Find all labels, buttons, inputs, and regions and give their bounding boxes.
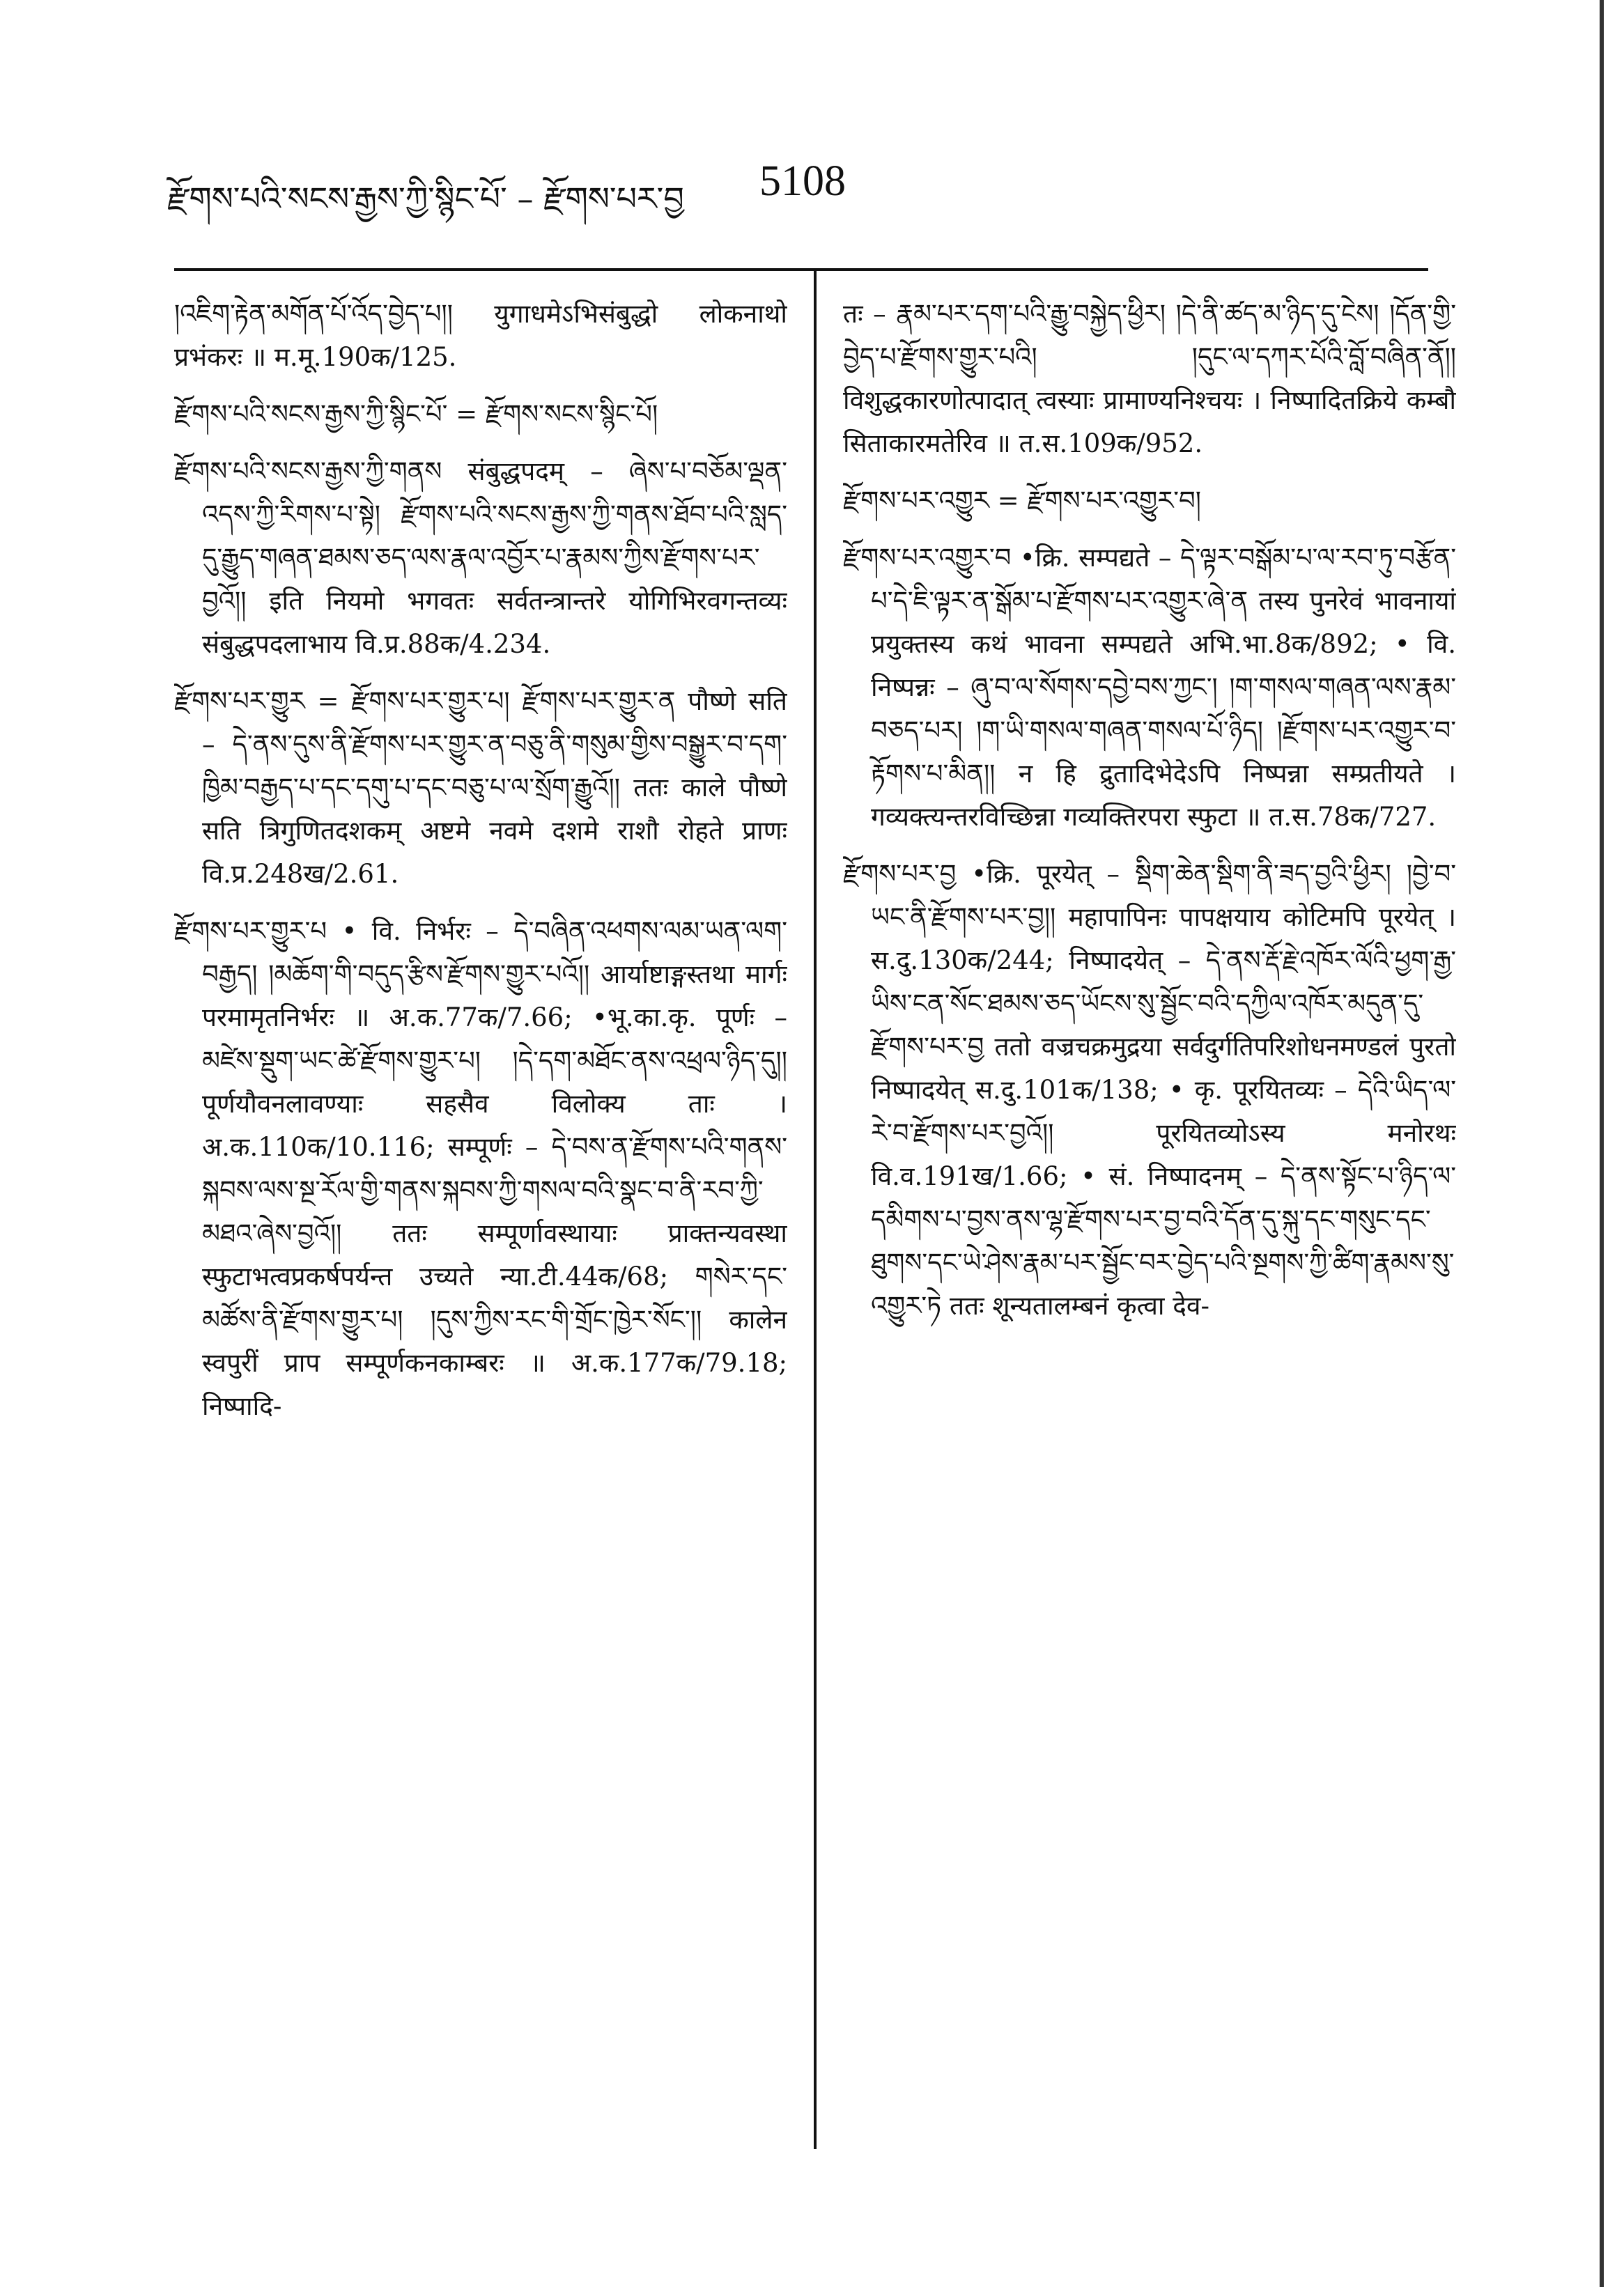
header-rule — [174, 268, 1428, 271]
page-header — [167, 157, 1463, 219]
dictionary-entry: तः – རྣམ་པར་དག་པའི་རྒྱུ་བསྐྱེད་ཕྱིར། །དེ་ནི་ཚད་མ་ཉིད་དུ་ངེས། །དོན་གྱི་བྱེད་པ་རྫོགས་གྱུར་པའི། །དུང་ལ་དཀར་པོའི་བློ་བཞིན་ནོ།། विशुद्धकारणोत्पादात् त्वस्याः प्रामाण्यनिश्चयः । निष्पादितक्रिये कम्बौ सिताकारमतेरिव ॥ त.स.109क/952. — [843, 299, 1456, 458]
dictionary-entry: རྫོགས་པར་འགྱུར་བ •क्रि. सम्पद्यते – དེ་ལྟར་བསྒོམ་པ་ལ་རབ་ཏུ་བརྩོན་པ་དེ་ཇི་ལྟར་ན་སྒོམ་པ་རྫོགས་པར་འགྱུར་ཞེ་ན तस्य पुनरेवं भावनायां प्रयुक्तस्य कथं भावना सम्पद्यते अभि.भा.8क/892; • वि. निष्पन्नः – ཞུ་བ་ལ་སོགས་དབྱེ་བས་ཀྱང་། །ག་གསལ་གཞན་ལས་རྣམ་བཅད་པར། །ག་ཡི་གསལ་གཞན་གསལ་པོ་ཉིད། །རྫོགས་པར་འགྱུར་བ་རྟོགས་པ་མིན།། न हि द्रुतादिभेदेऽपि निष्पन्ना सम्प्रतीयते । गव्यक्त्यन्तरविच्छिन्ना गव्यक्तिरपरा स्फुटा ॥ त.स.78क/727. — [843, 543, 1456, 832]
column-divider — [814, 268, 817, 2149]
dictionary-entry: རྫོགས་པར་འགྱུར = རྫོགས་པར་འགྱུར་བ། — [843, 486, 1201, 515]
dictionary-entry: རྫོགས་པར་གྱུར = རྫོགས་པར་གྱུར་པ། རྫོགས་པར་གྱུར་ན पौष्णे सति – དེ་ནས་དུས་ནི་རྫོགས་པར་གྱུར་ན་བཅུ་ནི་གསུམ་གྱིས་བསྒྱུར་བ་དག་ཁྱིམ་བརྒྱད་པ་དང་དགུ་པ་དང་བཅུ་པ་ལ་སྲོག་རྒྱུའོ།། ततः काले पौष्णे सति त्रिगुणितदशकम् अष्टमे नवमे दशमे राशौ रोहते प्राणः वि.प्र.248ख/2.61. — [174, 686, 787, 889]
dictionary-entry: རྫོགས་པའི་སངས་རྒྱས་ཀྱི་སྙིང་པོ་ = རྫོགས་སངས་སྙིང་པོ། — [174, 399, 658, 429]
dictionary-entry: །འཇིག་རྟེན་མགོན་པོ་འོད་བྱེད་པ།། युगाधमेऽभिसंबुद्धो लोकनाथो प्रभंकरः ॥ म.मू.190क/125. — [174, 299, 787, 372]
right-column — [843, 293, 1456, 2146]
dictionary-entry: རྫོགས་པར་བྱ •क्रि. पूरयेत् – སྡིག་ཆེན་སྡིག་ནི་ཟད་བྱའི་ཕྱིར། །བྱེ་བ་ཡང་ནི་རྫོགས་པར་བྱ།། महापापिनः पापक्षयाय कोटिमपि पूरयेत् । स.दु.130क/244; निष्पादयेत् – དེ་ནས་རྡོ་རྗེ་འཁོར་ལོའི་ཕྱག་རྒྱ་ཡིས་ངན་སོང་ཐམས་ཅད་ཡོངས་སུ་སྦྱོང་བའི་དཀྱིལ་འཁོར་མདུན་དུ་རྫོགས་པར་བྱ ततो वज्रचक्रमुद्रया सर्वदुर्गतिपरिशोधनमण्डलं पुरतो निष्पादयेत् स.दु.101क/138; • कृ. पूरयितव्यः – དེའི་ཡིད་ལ་རེ་བ་རྫོགས་པར་བྱའོ།། पूरयितव्योऽस्य मनोरथः वि.व.191ख/1.66; • सं. निष्पादनम् – དེ་ནས་སྟོང་པ་ཉིད་ལ་དམིགས་པ་བྱས་ནས་ལྷ་རྫོགས་པར་བྱ་བའི་དོན་དུ་སྐུ་དང་གསུང་དང་ཐུགས་དང་ཡེ་ཤེས་རྣམ་པར་སྦྱོང་བར་བྱེད་པའི་སྔགས་ཀྱི་ཚིག་རྣམས་སུ་འགྱུར་ཏེ ततः शून्यतालम्बनं कृत्वा देव- — [843, 859, 1456, 1321]
page-number: 5108 — [759, 157, 846, 205]
page-edge — [1600, 0, 1604, 2287]
dictionary-entry: རྫོགས་པའི་སངས་རྒྱས་ཀྱི་གནས संबुद्धपदम् – ཞེས་པ་བཅོམ་ལྡན་འདས་ཀྱི་རིགས་པ་སྟེ། རྫོགས་པའི་སངས་རྒྱས་ཀྱི་གནས་ཐོབ་པའི་སླད་དུ་རྒྱུད་གཞན་ཐམས་ཅད་ལས་རྣལ་འབྱོར་པ་རྣམས་ཀྱིས་རྫོགས་པར་བྱའོ།། इति नियमो भगवतः सर्वतन्त्रान्तरे योगिभिरवगन्तव्यः संबुद्धपदलाभाय वि.प्र.88क/4.234. — [174, 456, 787, 659]
left-column — [174, 293, 787, 2146]
running-head: རྫོགས་པའི་སངས་རྒྱས་ཀྱི་སྙིང་པོ་ – རྫོགས་པར་བྱ — [167, 180, 684, 217]
dictionary-entry: རྫོགས་པར་གྱུར་པ • वि. निर्भरः – དེ་བཞིན་འཕགས་ལམ་ཡན་ལག་བརྒྱད། །མཆོག་གི་བདུད་རྩིས་རྫོགས་གྱུར་པའོ།། आर्याष्टाङ्गस्तथा मार्गः परमामृतनिर्भरः ॥ अ.क.77क/7.66; •भू.का.कृ. पूर्णः – མཛེས་སྡུག་ཡང་ཚེ་རྫོགས་གྱུར་པ། །དེ་དག་མཐོང་ནས་འཕྲལ་ཉིད་དུ།། पूर्णयौवनलावण्याः सहसैव विलोक्य ताः । अ.क.110क/10.116; सम्पूर्णः – དེ་བས་ན་རྫོགས་པའི་གནས་སྐབས་ལས་སྔ་རོལ་གྱི་གནས་སྐབས་ཀྱི་གསལ་བའི་སྣང་བ་ནི་རབ་ཀྱི་མཐའ་ཞེས་བྱའོ།། ततः सम्पूर्णावस्थायाः प्राक्तन्यवस्था स्फुटाभत्वप्रकर्षपर्यन्त उच्यते न्या.टी.44क/68; གསེར་དང་མཚོས་ནི་རྫོགས་གྱུར་པ། །དུས་ཀྱིས་རང་གི་གྲོང་ཁྱེར་སོང་།། कालेन स्वपुरीं प्राप सम्पूर्णकनकाम्बरः ॥ अ.क.177क/79.18; निष्पादि- — [174, 916, 787, 1421]
